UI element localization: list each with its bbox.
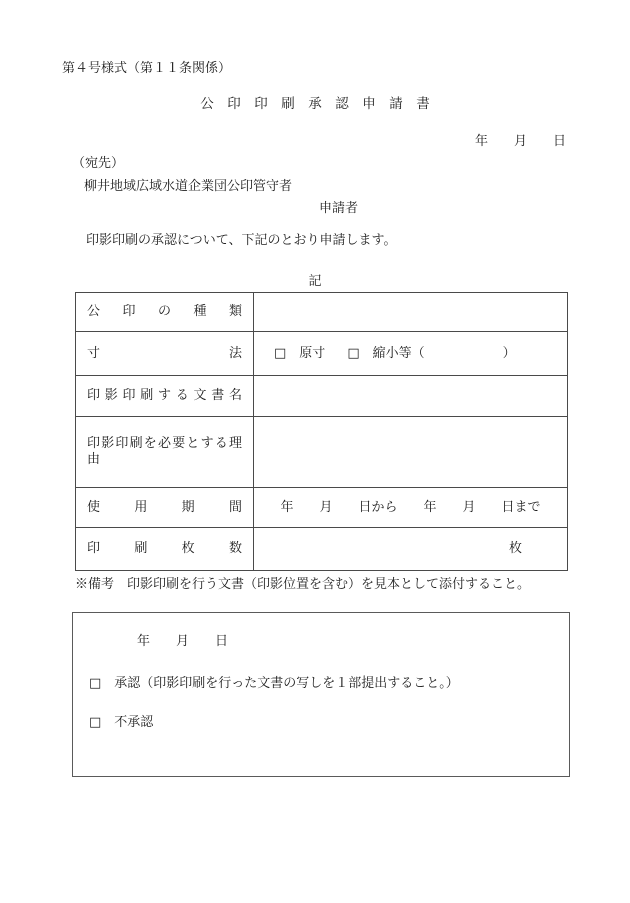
checkbox-approve-icon: □ (89, 676, 102, 691)
table-row-reason (76, 417, 568, 488)
approve-option-label: 承認（印影印刷を行った文書の写しを１部提出すること。） (114, 676, 459, 691)
approval-date-line: 年 月 日 (137, 634, 229, 649)
table-row-document-name (76, 376, 568, 417)
application-date-line: 年 月 日 (474, 134, 566, 149)
approve-option-row (89, 676, 569, 692)
applicant-label: 申請者 (319, 201, 359, 216)
checkbox-reduced-size-icon: □ (347, 345, 360, 361)
table-row-seal-kind (76, 293, 568, 332)
table-row-usage-period (76, 488, 568, 528)
table-row-size (76, 332, 568, 376)
form-number: 第４号様式（第１１条関係） (62, 61, 232, 76)
table-row-print-count (76, 528, 568, 571)
approval-section-box (72, 612, 570, 777)
document-name-label: 印影印刷する文書名 (76, 376, 254, 417)
remark-note: ※備考 印影印刷を行う文書（印影位置を含む）を見本として添付すること。 (75, 577, 531, 592)
print-count-value-cell: 枚 (254, 528, 568, 571)
checkbox-reject-icon: □ (89, 715, 102, 730)
reject-option-label: 不承認 (114, 715, 154, 730)
reject-option-row (89, 715, 569, 731)
usage-period-label: 使用期間 (76, 488, 254, 528)
reduced-size-option-label: 縮小等（ ） (372, 345, 516, 361)
application-table (75, 292, 568, 571)
seal-kind-label: 公印の種類 (76, 293, 254, 332)
addressee-name: 柳井地域広域水道企業団公印管守者 (84, 179, 293, 194)
checkbox-actual-size-icon: □ (274, 345, 287, 361)
size-label: 寸法 (76, 332, 254, 376)
record-heading: 記 (308, 274, 322, 289)
seal-kind-value-cell (254, 293, 568, 332)
document-title: 公 印 印 刷 承 認 申 請 書 (200, 96, 430, 112)
addressee-label: （宛先） (72, 156, 125, 171)
reason-value-cell (254, 417, 568, 488)
actual-size-option-label: 原寸 (299, 345, 326, 361)
usage-period-value-cell: 年 月 日から 年 月 日まで (254, 488, 568, 528)
intro-sentence: 印影印刷の承認について、下記のとおり申請します。 (86, 233, 397, 248)
print-count-label: 印刷枚数 (76, 528, 254, 571)
size-value-cell (254, 332, 568, 376)
document-name-value-cell (254, 376, 568, 417)
reason-label: 印影印刷を必要とする理由 (76, 417, 254, 488)
